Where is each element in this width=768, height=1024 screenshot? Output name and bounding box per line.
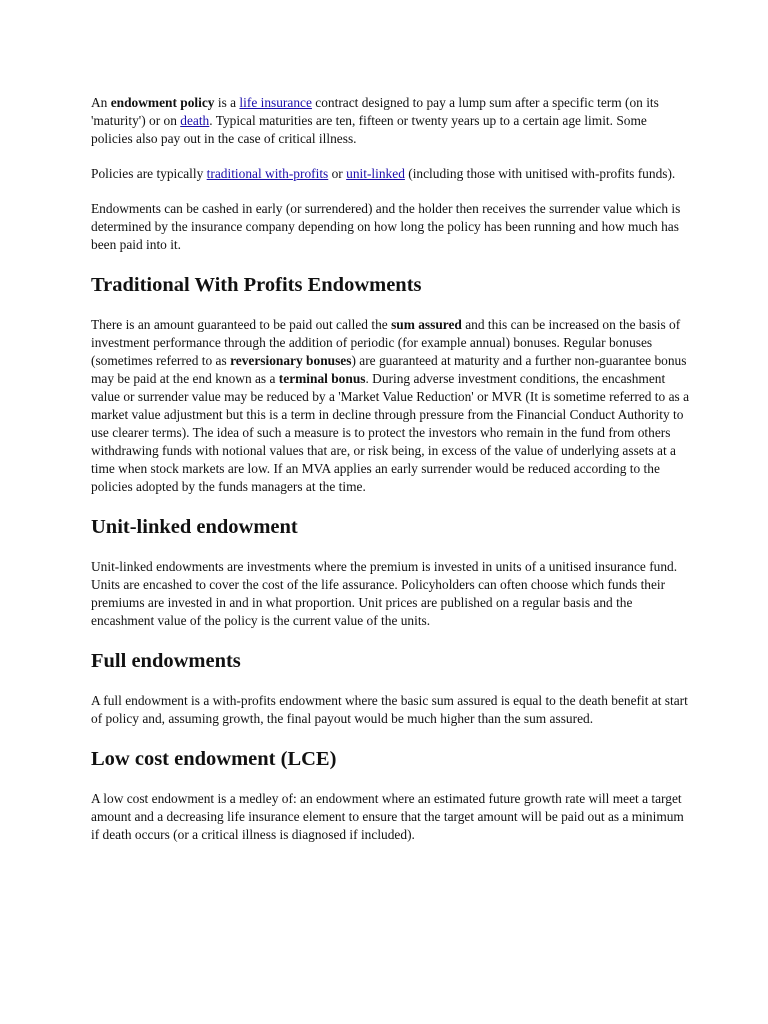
heading-full-endowments: Full endowments [91,650,241,672]
text-run: contract designed to pay a lump sum after a specific term (on its 'maturity') or on [91,95,659,128]
text-run: ) are guaranteed at maturity and a further non-guarantee bonus may be paid at the end known as a [91,353,687,386]
heading-unit-linked: Unit-linked endowment [91,516,298,538]
term-endowment-policy: endowment policy [110,95,215,110]
term-sum-assured: sum assured [391,317,462,332]
link-unit-linked[interactable]: unit-linked [346,166,405,181]
text-run: . During adverse investment conditions, the encashment value or surrender value may be reduced by a 'Market Value Reduction' or MVR (It is sometime referred to as a market value adjustment but this is a term in decline through pressure from the Financial Conduct Authority to use clearer terms). The idea of such a measure is to protect the investors who remain in the fund from others withdrawing funds with notional values that are, or risk being, in excess of the value of underlying assets at a time when stock markets are low. If an MVA applies an early surrender would be reduced according to the policies adopted by the funds managers at the time. [91,371,690,494]
text-run: (including those with unitised with-profits funds). [404,166,676,181]
term-reversionary-bonuses: reversionary bonuses [230,353,352,368]
text-run: There is an amount guaranteed to be paid out called the [91,317,392,332]
text-run: An [91,95,111,110]
text-run: . Typical maturities are ten, fifteen or twenty years up to a certain age limit. Some policies also pay out in the case of critical illness. [91,113,647,146]
paragraph-traditional [91,316,691,496]
link-life-insurance[interactable]: life insurance [239,95,312,110]
heading-traditional-with-profits: Traditional With Profits Endowments [91,274,422,296]
intro-paragraph-3: Endowments can be cashed in early (or surrendered) and the holder then receives the surrender value which is determined by the insurance company depending on how long the policy has been running and how much has been paid into it. [91,201,681,252]
paragraph-low-cost-endowment: A low cost endowment is a medley of: an endowment where an estimated future growth rate will meet a target amount and a decreasing life insurance element to ensure that the target amount will be paid out as a minimum if death occurs (or a critical illness is diagnosed if included). [91,791,684,842]
text-run: is a [214,95,240,110]
paragraph-full-endowments: A full endowment is a with-profits endowment where the basic sum assured is equal to the death benefit at start of policy and, assuming growth, the final payout would be much higher than the sum assured. [91,693,688,726]
text-run: Policies are typically [91,166,207,181]
text-run: and this can be increased on the basis of investment performance through the addition of periodic (for example annual) bonuses. Regular bonuses (sometimes referred to as [91,317,681,368]
paragraph-unit-linked: Unit-linked endowments are investments where the premium is invested in units of a unitised insurance fund. Units are encashed to cover the cost of the life assurance. Policyholders can often choose which funds their premiums are invested in and in what proportion. Unit prices are published on a regular basis and the encashment value of the policy is the current value of the units. [91,559,678,628]
link-traditional-with-profits[interactable]: traditional with-profits [206,166,329,181]
term-terminal-bonus: terminal bonus [278,371,366,386]
link-death[interactable]: death [180,113,210,128]
heading-low-cost-endowment: Low cost endowment (LCE) [91,748,337,770]
text-run: or [328,166,347,181]
intro-paragraph-2 [91,165,691,183]
article-body [91,94,691,844]
intro-paragraph-1 [91,94,691,148]
